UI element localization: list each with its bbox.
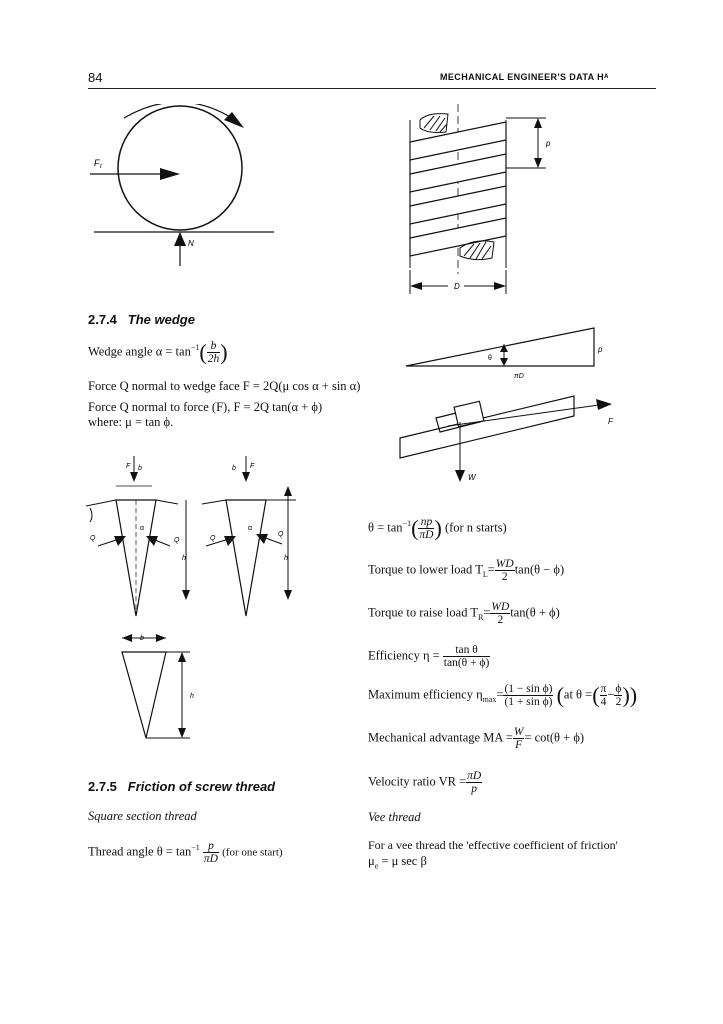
thread-angle-formula: Thread angle $\theta = \tan^{-1}$ $\frac{p}{\pi D}$ (for one start)	[88, 840, 283, 865]
screw-thread-figure	[400, 98, 580, 304]
svg-text:b: b	[138, 465, 142, 472]
normal-arrowhead	[174, 232, 186, 246]
svg-text:h: h	[182, 555, 186, 562]
incline-pitch-label: p	[598, 345, 603, 354]
pi-d-label: πD	[514, 373, 524, 380]
svg-text:F: F	[126, 463, 131, 470]
mechanical-advantage-formula: Mechanical advantage MA = $\frac{W}{F}$ = cot(θ + ϕ)	[368, 726, 585, 751]
hatched-section-top	[420, 114, 448, 133]
vee-thread-heading: Vee thread	[368, 810, 421, 824]
svg-text:b: b	[232, 465, 236, 472]
efficiency-formula: Efficiency η = $\frac{\text{tan θ}}{\tan(\theta + \phi)}$	[368, 644, 490, 669]
rolling-wheel-figure	[84, 104, 284, 284]
raise-torque-formula: Torque to raise load $T_R=$ $\frac{WD}{2}$ tan(θ + ϕ)	[368, 601, 560, 626]
force-label: F	[94, 158, 100, 168]
svg-text:α: α	[140, 525, 145, 532]
running-title: MECHANICAL ENGINEER'S DATA Hᴬ	[440, 72, 609, 82]
vee-thread-line2: $\mu_e = \mu$ sec β	[368, 854, 427, 871]
weight-label: W	[468, 473, 476, 482]
svg-text:Q: Q	[90, 535, 96, 542]
svg-text:Q: Q	[278, 531, 284, 538]
svg-text:Q: Q	[174, 537, 180, 544]
theta-label: θ	[488, 355, 492, 362]
diameter-label: D	[454, 282, 460, 291]
svg-text:F: F	[250, 463, 255, 470]
pull-force-label: F	[608, 417, 613, 426]
block-on-incline-figure	[396, 392, 626, 502]
rotation-arrowhead	[224, 112, 244, 128]
page-number: 84	[88, 70, 103, 85]
svg-text:h: h	[190, 693, 194, 700]
screw-heading: 2.7.5 Friction of screw thread	[88, 779, 276, 794]
wedge-heading: 2.7.4 The wedge	[88, 312, 195, 327]
wheel-circle	[118, 106, 242, 230]
svg-text:α: α	[248, 525, 253, 532]
wedge-force-face: Force Q normal to wedge face F = 2Q(μ cos α + sin α)	[88, 379, 361, 393]
vee-thread-line1: For a vee thread the 'effective coefficient of friction'	[368, 838, 618, 852]
theta-formula: $\theta = \tan^{-1}$( $\frac{np}{\pi D}$ ) (for n starts)	[368, 515, 507, 541]
incline-triangle-figure	[404, 318, 624, 388]
force-subscript: t	[100, 164, 102, 170]
svg-text:Q: Q	[210, 535, 216, 542]
svg-text:h: h	[284, 555, 288, 562]
normal-label: N	[188, 239, 194, 248]
force-arrowhead	[160, 168, 180, 180]
wedge-figure	[86, 456, 316, 751]
lower-torque-formula: Torque to lower load $T_L=$ $\frac{WD}{2}$ tan(θ − ϕ)	[368, 558, 565, 583]
pitch-label: p	[546, 139, 551, 148]
wedge-force-normal: Force Q normal to force (F), F = 2Q tan(α + ϕ)	[88, 400, 323, 414]
velocity-ratio-formula: Velocity ratio VR = $\frac{\pi D}{p}$	[368, 770, 482, 795]
square-section-heading: Square section thread	[88, 809, 197, 823]
max-efficiency-formula: Maximum efficiency $\eta_{max}=$ $\frac{\text{(1 − sin ϕ)}}{\text{(1 + sin ϕ)}}$ (at θ =( $\frac{\pi}{4}$ − $\frac{\phi}{2}$ ))	[368, 682, 638, 708]
wedge-where: where: μ = tan ϕ.	[88, 415, 174, 429]
wedge-angle-formula: Wedge angle $\alpha = \tan^{-1}$( $\frac{b}{2h}$ )	[88, 339, 228, 365]
header-rule	[88, 88, 656, 89]
svg-text:b: b	[140, 635, 144, 642]
